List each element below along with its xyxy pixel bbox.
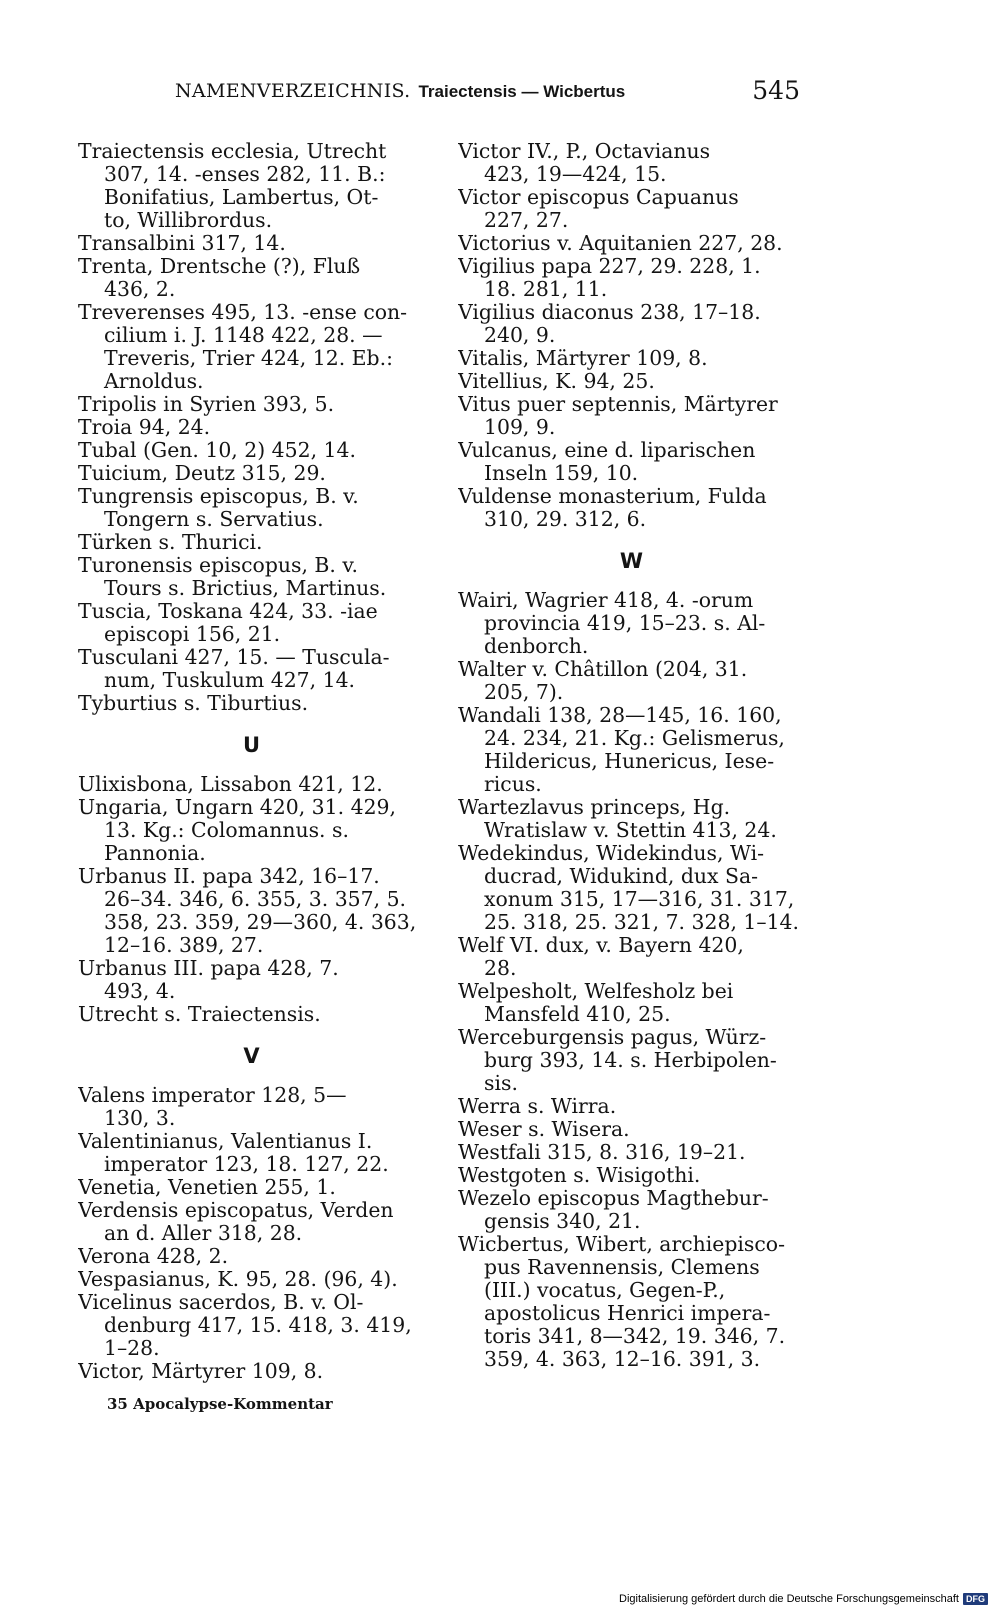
entry-line: 358, 23. 359, 29—360, 4. 363,: [104, 911, 417, 934]
index-entry: [78, 1003, 425, 1026]
entry-line: 25. 318, 25. 321, 7. 328, 1–14.: [484, 911, 799, 934]
left-column: [78, 140, 425, 1383]
entry-line: Vespasianus, K. 95, 28. (96, 4).: [78, 1268, 398, 1291]
index-entry: [458, 934, 805, 980]
section-heading-v: V: [243, 1044, 260, 1068]
entry-line: Vicelinus sacerdos, B. v. Ol-: [78, 1291, 364, 1314]
entry-line: provincia 419, 15–23. s. Al-: [484, 612, 766, 635]
entry-line: Treverenses 495, 13. -ense con-: [78, 301, 408, 324]
index-entry: [78, 1360, 425, 1383]
entry-line: ducrad, Widukind, dux Sa-: [484, 865, 759, 888]
index-entry: [78, 1245, 425, 1268]
entry-line: Wandali 138, 28—145, 16. 160,: [458, 704, 782, 727]
entry-line: Türken s. Thurici.: [78, 531, 263, 554]
entry-line: Wedekindus, Widekindus, Wi-: [458, 842, 764, 865]
entry-line: Vigilius diaconus 238, 17–18.: [458, 301, 761, 324]
index-entry: [458, 704, 805, 796]
page-header: [175, 76, 800, 114]
entry-line: Tripolis in Syrien 393, 5.: [78, 393, 335, 416]
entry-line: Valentinianus, Valentianus I.: [78, 1130, 373, 1153]
entry-line: Inseln 159, 10.: [484, 462, 639, 485]
entry-line: Tubal (Gen. 10, 2) 452, 14.: [78, 439, 356, 462]
entry-line: Tusculani 427, 15. — Tuscula-: [78, 646, 390, 669]
entry-line: denborch.: [484, 635, 589, 658]
entry-list-u: [78, 773, 425, 1026]
entry-line: toris 341, 8—342, 19. 346, 7.: [484, 1325, 786, 1348]
index-entry: [458, 1118, 805, 1141]
entry-line: 109, 9.: [484, 416, 556, 439]
entry-line: 130, 3.: [104, 1107, 176, 1130]
entry-line: Treveris, Trier 424, 12. Eb.:: [104, 347, 393, 370]
running-subtitle: Traiectensis — Wicbertus: [418, 82, 626, 101]
index-entry: [78, 232, 425, 255]
footer-text: Digitalisierung gefördert durch die Deutsche Forschungsgemeinschaft: [619, 1593, 959, 1605]
entry-line: 13. Kg.: Colomannus. s.: [104, 819, 349, 842]
index-entry: [458, 301, 805, 347]
entry-line: pus Ravennensis, Clemens: [484, 1256, 760, 1279]
entry-line: Wartezlavus princeps, Hg.: [458, 796, 731, 819]
entry-line: apostolicus Henrici impera-: [484, 1302, 771, 1325]
entry-line: Walter v. Châtillon (204, 31.: [458, 658, 748, 681]
index-entry: [458, 1164, 805, 1187]
index-entry: [78, 1291, 425, 1360]
entry-line: Vuldense monasterium, Fulda: [458, 485, 767, 508]
entry-line: 24. 234, 21. Kg.: Gelismerus,: [484, 727, 785, 750]
entry-line: Pannonia.: [104, 842, 206, 865]
entry-line: Tyburtius s. Tiburtius.: [78, 692, 309, 715]
entry-line: Bonifatius, Lambertus, Ot-: [104, 186, 379, 209]
entry-line: (III.) vocatus, Gegen-P.,: [484, 1279, 726, 1302]
entry-line: 1–28.: [104, 1337, 160, 1360]
entry-line: Victor episcopus Capuanus: [458, 186, 739, 209]
entry-line: Verdensis episcopatus, Verden: [78, 1199, 394, 1222]
entry-line: Traiectensis ecclesia, Utrecht: [78, 140, 387, 163]
index-entry: [458, 232, 805, 255]
entry-line: Wairi, Wagrier 418, 4. -orum: [458, 589, 754, 612]
index-entry: [458, 140, 805, 186]
entry-line: 227, 27.: [484, 209, 569, 232]
index-entry: [78, 301, 425, 393]
entry-line: Tuicium, Deutz 315, 29.: [78, 462, 326, 485]
entry-line: an d. Aller 318, 28.: [104, 1222, 303, 1245]
entry-line: Mansfeld 410, 25.: [484, 1003, 671, 1026]
entry-line: Tongern s. Servatius.: [104, 508, 324, 531]
entry-line: Victor IV., P., Octavianus: [458, 140, 711, 163]
index-entry: [458, 347, 805, 370]
section-heading-w: W: [619, 549, 644, 573]
entry-line: Utrecht s. Traiectensis.: [78, 1003, 321, 1026]
entry-line: Wicbertus, Wibert, archiepisco-: [458, 1233, 785, 1256]
entry-list-v-left: [78, 1084, 425, 1383]
entry-line: Vigilius papa 227, 29. 228, 1.: [458, 255, 761, 278]
entry-line: 240, 9.: [484, 324, 556, 347]
index-entry: [78, 692, 425, 715]
index-entry: [78, 255, 425, 301]
entry-line: Wratislaw v. Stettin 413, 24.: [484, 819, 777, 842]
entry-line: Victorius v. Aquitanien 227, 28.: [458, 232, 783, 255]
index-entry: [78, 393, 425, 416]
entry-line: 18. 281, 11.: [484, 278, 608, 301]
entry-line: Tours s. Brictius, Martinus.: [104, 577, 387, 600]
index-entry: [458, 842, 805, 934]
section-heading-u: U: [242, 733, 261, 757]
entry-line: Turonensis episcopus, B. v.: [78, 554, 358, 577]
index-entry: [458, 1026, 805, 1095]
running-title: NAMENVERZEICHNIS. Traiectensis — Wicbertus: [175, 80, 626, 102]
index-entry: [78, 796, 425, 865]
entry-line: 28.: [484, 957, 517, 980]
entry-line: sis.: [484, 1072, 518, 1095]
entry-line: Tungrensis episcopus, B. v.: [78, 485, 359, 508]
index-entry: [78, 1084, 425, 1130]
entry-line: Urbanus II. papa 342, 16–17.: [78, 865, 380, 888]
index-entry: [458, 1141, 805, 1164]
digitization-footer: [619, 1593, 988, 1605]
entry-list-v-right: [458, 140, 805, 531]
index-entry: [458, 980, 805, 1026]
entry-line: 493, 4.: [104, 980, 176, 1003]
entry-line: Victor, Märtyrer 109, 8.: [78, 1360, 324, 1383]
entry-list-w: [458, 589, 805, 1371]
entry-line: Hildericus, Hunericus, Iese-: [484, 750, 775, 773]
entry-list-t: [78, 140, 425, 715]
index-entry: [458, 485, 805, 531]
entry-line: Vulcanus, eine d. liparischen: [458, 439, 756, 462]
index-entry: [78, 1130, 425, 1176]
index-entry: [78, 646, 425, 692]
entry-line: 359, 4. 363, 12–16. 391, 3.: [484, 1348, 761, 1371]
index-entry: [78, 1176, 425, 1199]
entry-line: Welf VI. dux, v. Bayern 420,: [458, 934, 744, 957]
entry-line: gensis 340, 21.: [484, 1210, 641, 1233]
entry-line: Weser s. Wisera.: [458, 1118, 630, 1141]
index-entry: [78, 531, 425, 554]
index-entry: [458, 186, 805, 232]
index-entry: [78, 1268, 425, 1291]
index-entry: [458, 1095, 805, 1118]
index-entry: [78, 140, 425, 232]
entry-line: Werceburgensis pagus, Würz-: [458, 1026, 767, 1049]
entry-line: cilium i. J. 1148 422, 28. —: [104, 324, 383, 347]
entry-line: Tuscia, Toskana 424, 33. -iae: [78, 600, 378, 623]
entry-line: Vitalis, Märtyrer 109, 8.: [458, 347, 708, 370]
index-entry: [458, 796, 805, 842]
entry-line: Welpesholt, Welfesholz bei: [458, 980, 734, 1003]
entry-line: Werra s. Wirra.: [458, 1095, 617, 1118]
index-entry: [458, 255, 805, 301]
index-entry: [78, 773, 425, 796]
entry-line: episcopi 156, 21.: [104, 623, 281, 646]
entry-line: imperator 123, 18. 127, 22.: [104, 1153, 389, 1176]
entry-line: 310, 29. 312, 6.: [484, 508, 647, 531]
entry-line: Trenta, Drentsche (?), Fluß: [78, 255, 361, 278]
entry-line: 205, 7).: [484, 681, 564, 704]
entry-line: Vitus puer septennis, Märtyrer: [458, 393, 778, 416]
entry-line: Urbanus III. papa 428, 7.: [78, 957, 339, 980]
index-entry: [458, 439, 805, 485]
index-entry: [78, 957, 425, 1003]
index-entry: [458, 1187, 805, 1233]
entry-line: 436, 2.: [104, 278, 176, 301]
index-entry: [78, 485, 425, 531]
entry-line: Troia 94, 24.: [78, 416, 211, 439]
index-entry: [78, 600, 425, 646]
index-entry: [458, 393, 805, 439]
signature-mark: 35 Apocalypse-Kommentar: [107, 1395, 333, 1413]
entry-line: 307, 14. -enses 282, 11. B.:: [104, 163, 386, 186]
index-entry: [78, 439, 425, 462]
entry-line: Westfali 315, 8. 316, 19–21.: [458, 1141, 746, 1164]
index-entry: [458, 658, 805, 704]
entry-line: Wezelo episcopus Magthebur-: [458, 1187, 769, 1210]
entry-line: Verona 428, 2.: [78, 1245, 229, 1268]
entry-line: to, Willibrordus.: [104, 209, 273, 232]
index-entry: [458, 1233, 805, 1371]
entry-line: 12–16. 389, 27.: [104, 934, 264, 957]
entry-line: Valens imperator 128, 5—: [78, 1084, 347, 1107]
index-entry: [458, 370, 805, 393]
entry-line: Venetia, Venetien 255, 1.: [78, 1176, 336, 1199]
entry-line: Arnoldus.: [104, 370, 204, 393]
right-column: [458, 140, 805, 1371]
dfg-logo: DFG: [963, 1593, 988, 1605]
index-entry: [78, 865, 425, 957]
entry-line: 26–34. 346, 6. 355, 3. 357, 5.: [104, 888, 407, 911]
entry-line: Ungaria, Ungarn 420, 31. 429,: [78, 796, 396, 819]
entry-line: denburg 417, 15. 418, 3. 419,: [104, 1314, 412, 1337]
page-number: 545: [752, 76, 800, 105]
index-entry: [78, 416, 425, 439]
entry-line: burg 393, 14. s. Herbipolen-: [484, 1049, 777, 1072]
entry-line: xonum 315, 17—316, 31. 317,: [484, 888, 795, 911]
entry-line: Vitellius, K. 94, 25.: [458, 370, 655, 393]
entry-line: Ulixisbona, Lissabon 421, 12.: [78, 773, 383, 796]
entry-line: Westgoten s. Wisigothi.: [458, 1164, 701, 1187]
entry-line: ricus.: [484, 773, 542, 796]
entry-line: 423, 19—424, 15.: [484, 163, 667, 186]
index-entry: [78, 554, 425, 600]
entry-line: Transalbini 317, 14.: [78, 232, 286, 255]
index-entry: [78, 462, 425, 485]
index-entry: [458, 589, 805, 658]
entry-line: num, Tuskulum 427, 14.: [104, 669, 356, 692]
index-entry: [78, 1199, 425, 1245]
